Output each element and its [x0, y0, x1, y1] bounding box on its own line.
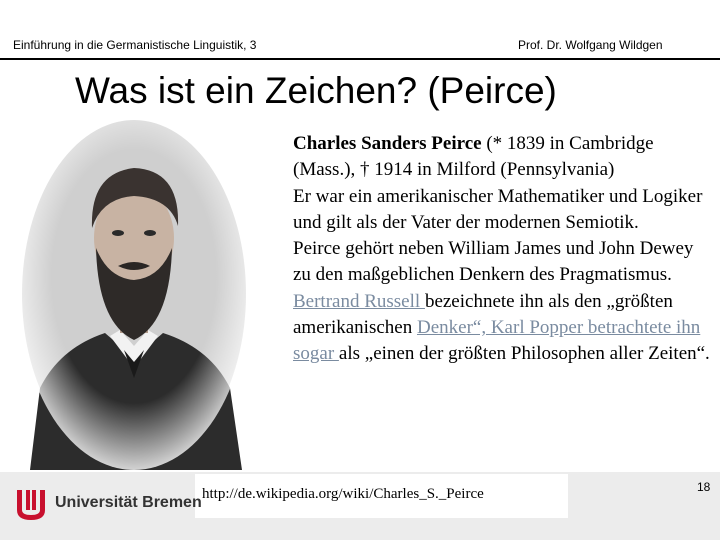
- paragraph-mathematician: Er war ein amerikanischer Mathematiker und Logiker und gilt als der Vater der modernen Semiotik.: [293, 185, 703, 233]
- person-name: Charles Sanders Peirce: [293, 133, 482, 154]
- bio-text: (* 1839 in Cambridge (Mass.), † 1914 in Milford (Pennsylvania): [293, 133, 654, 181]
- university-logo-icon: [14, 488, 48, 522]
- university-name: Universität Bremen: [55, 494, 202, 511]
- quote-text-2: als „einen der größten Philosophen aller Zeiten“.: [338, 343, 710, 365]
- header-course: Einführung in die Germanistische Linguistik, 3: [13, 38, 257, 52]
- header-author: Prof. Dr. Wolfgang Wildgen: [518, 38, 663, 52]
- bio-paragraph: [293, 131, 713, 184]
- paragraph-pragmatism: Peirce gehört neben William James und John Dewey zu den maßgeblichen Denkern des Pragmatismus.: [293, 238, 694, 286]
- quote-text-1: bezeichnete ihn als den „größten amerikanischen: [293, 290, 673, 339]
- slide-title: Was ist ein Zeichen? (Peirce): [75, 70, 557, 111]
- source-url[interactable]: http://de.wikipedia.org/wiki/Charles_S._Peirce: [202, 486, 484, 502]
- portrait-photo: [20, 118, 248, 470]
- body-text: [293, 131, 713, 368]
- header-divider: [0, 58, 720, 60]
- link-denker-karl-popper[interactable]: Denker“, Karl Popper betrachtete ihn sogar: [293, 317, 701, 365]
- link-bertrand-russell[interactable]: Bertrand Russell: [293, 290, 425, 312]
- page-number: 18: [697, 480, 711, 494]
- paragraph-quotes: [293, 289, 713, 368]
